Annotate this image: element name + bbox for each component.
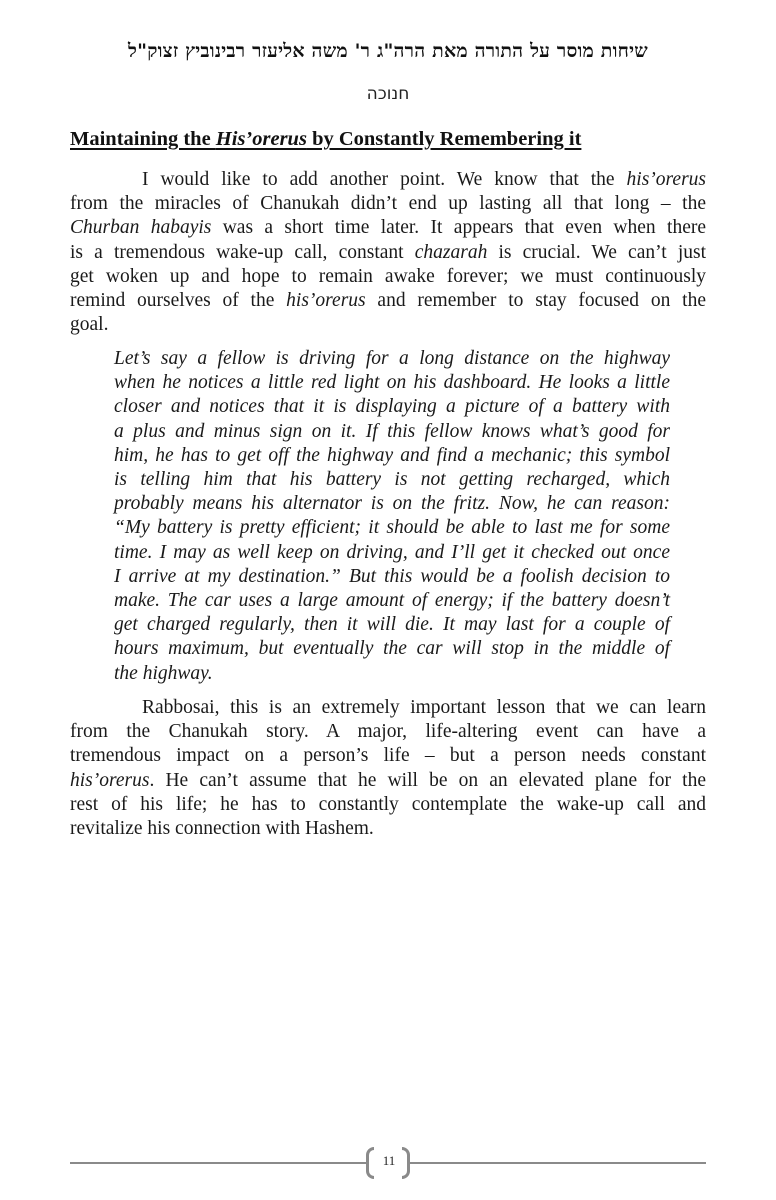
text-run: goal.	[70, 314, 109, 336]
text-line: get charged regularly, then it will die. It may last for a couple of	[114, 614, 670, 636]
text-line	[70, 744, 706, 768]
text-run: get woken up and hope to remain awake forever; we must continuously	[70, 265, 706, 287]
text-line	[70, 289, 706, 313]
text-line	[70, 265, 706, 289]
page-number: 11	[382, 1153, 396, 1168]
text-run: tremendous impact on a person’s life – but a person needs constant	[70, 745, 706, 767]
italic-term: his’orerus	[286, 290, 366, 311]
section-title-italic: His’orerus	[215, 128, 307, 150]
text-run: is a tremendous wake-up call, constant	[70, 241, 415, 263]
text-line: when he notices a little red light on his dashboard. He looks a little	[114, 372, 670, 394]
text-line: I arrive at my destination.” But this would be a foolish decision to	[114, 565, 670, 587]
text-run: and remember to stay focused on the	[365, 290, 706, 311]
text-line: a plus and minus sign on it. If this fellow knows what’s good for	[114, 420, 670, 442]
text-line	[70, 313, 706, 337]
section-title	[70, 128, 581, 151]
text-run: from the Chanukah story. A major, life-altering event can have a	[70, 721, 706, 743]
text-line	[70, 241, 706, 265]
text-line: the highway.	[114, 662, 213, 684]
chapter-name: חנוכה	[366, 84, 410, 104]
text-run: rest of his life; he has to constantly contemplate the wake-up call and	[70, 793, 706, 815]
text-line	[70, 216, 706, 240]
text-line	[70, 769, 706, 793]
text-line: probably means his alternator is on the fritz. Now, he can reason:	[114, 493, 670, 515]
page-number-bracket-left	[366, 1147, 374, 1179]
section-title-part2: by Constantly Remembering it	[306, 128, 582, 150]
text-line: Let’s say a fellow is driving for a long distance on the highway	[114, 348, 670, 369]
text-line	[142, 168, 706, 192]
running-header: שיחות מוסר על התורה מאת הרה"ג ר' משה אליעזר רבינוביץ זצוק"ל	[128, 40, 648, 62]
text-line	[142, 696, 706, 720]
text-line: closer and notices that it is displaying a picture of a battery with	[114, 396, 670, 418]
text-run: remind ourselves of the	[70, 290, 287, 311]
text-line: make. The car uses a large amount of energy; if the battery doesn’t	[114, 590, 670, 611]
text-line: time. I may as well keep on driving, and I’ll get it checked out once	[114, 541, 670, 563]
text-run: . He can’t assume that he will be on an elevated plane for the	[149, 769, 706, 791]
section-title-part1: Maintaining the	[70, 128, 216, 150]
text-line	[70, 793, 706, 817]
footer-rule-right	[408, 1162, 706, 1164]
text-line: is telling him that his battery is not getting recharged, which	[114, 469, 670, 490]
italic-term: his’orerus	[70, 769, 150, 791]
text-line: “My battery is pretty efficient; it should be able to last me for some	[114, 517, 670, 539]
footer-rule-left	[70, 1162, 368, 1164]
text-line	[70, 720, 706, 744]
text-run: is crucial. We can’t just	[487, 241, 706, 263]
text-line: him, he has to get off the highway and find a mechanic; this symbol	[114, 444, 670, 466]
italic-term: chazarah	[414, 241, 488, 263]
text-run: I would like to add another point. We know that the	[142, 169, 627, 190]
text-run: Rabbosai, this is an extremely important lesson that we can learn	[142, 697, 706, 718]
italic-term: his’orerus	[626, 169, 706, 190]
text-line	[70, 817, 706, 841]
italic-term: Churban habayis	[70, 217, 212, 239]
text-line: hours maximum, but eventually the car will stop in the middle of	[114, 638, 670, 660]
text-line	[70, 192, 706, 216]
text-run: was a short time later. It appears that even when there	[211, 217, 706, 239]
text-run: from the miracles of Chanukah didn’t end up lasting all that long – the	[70, 193, 706, 215]
text-run: revitalize his connection with Hashem.	[70, 818, 374, 839]
